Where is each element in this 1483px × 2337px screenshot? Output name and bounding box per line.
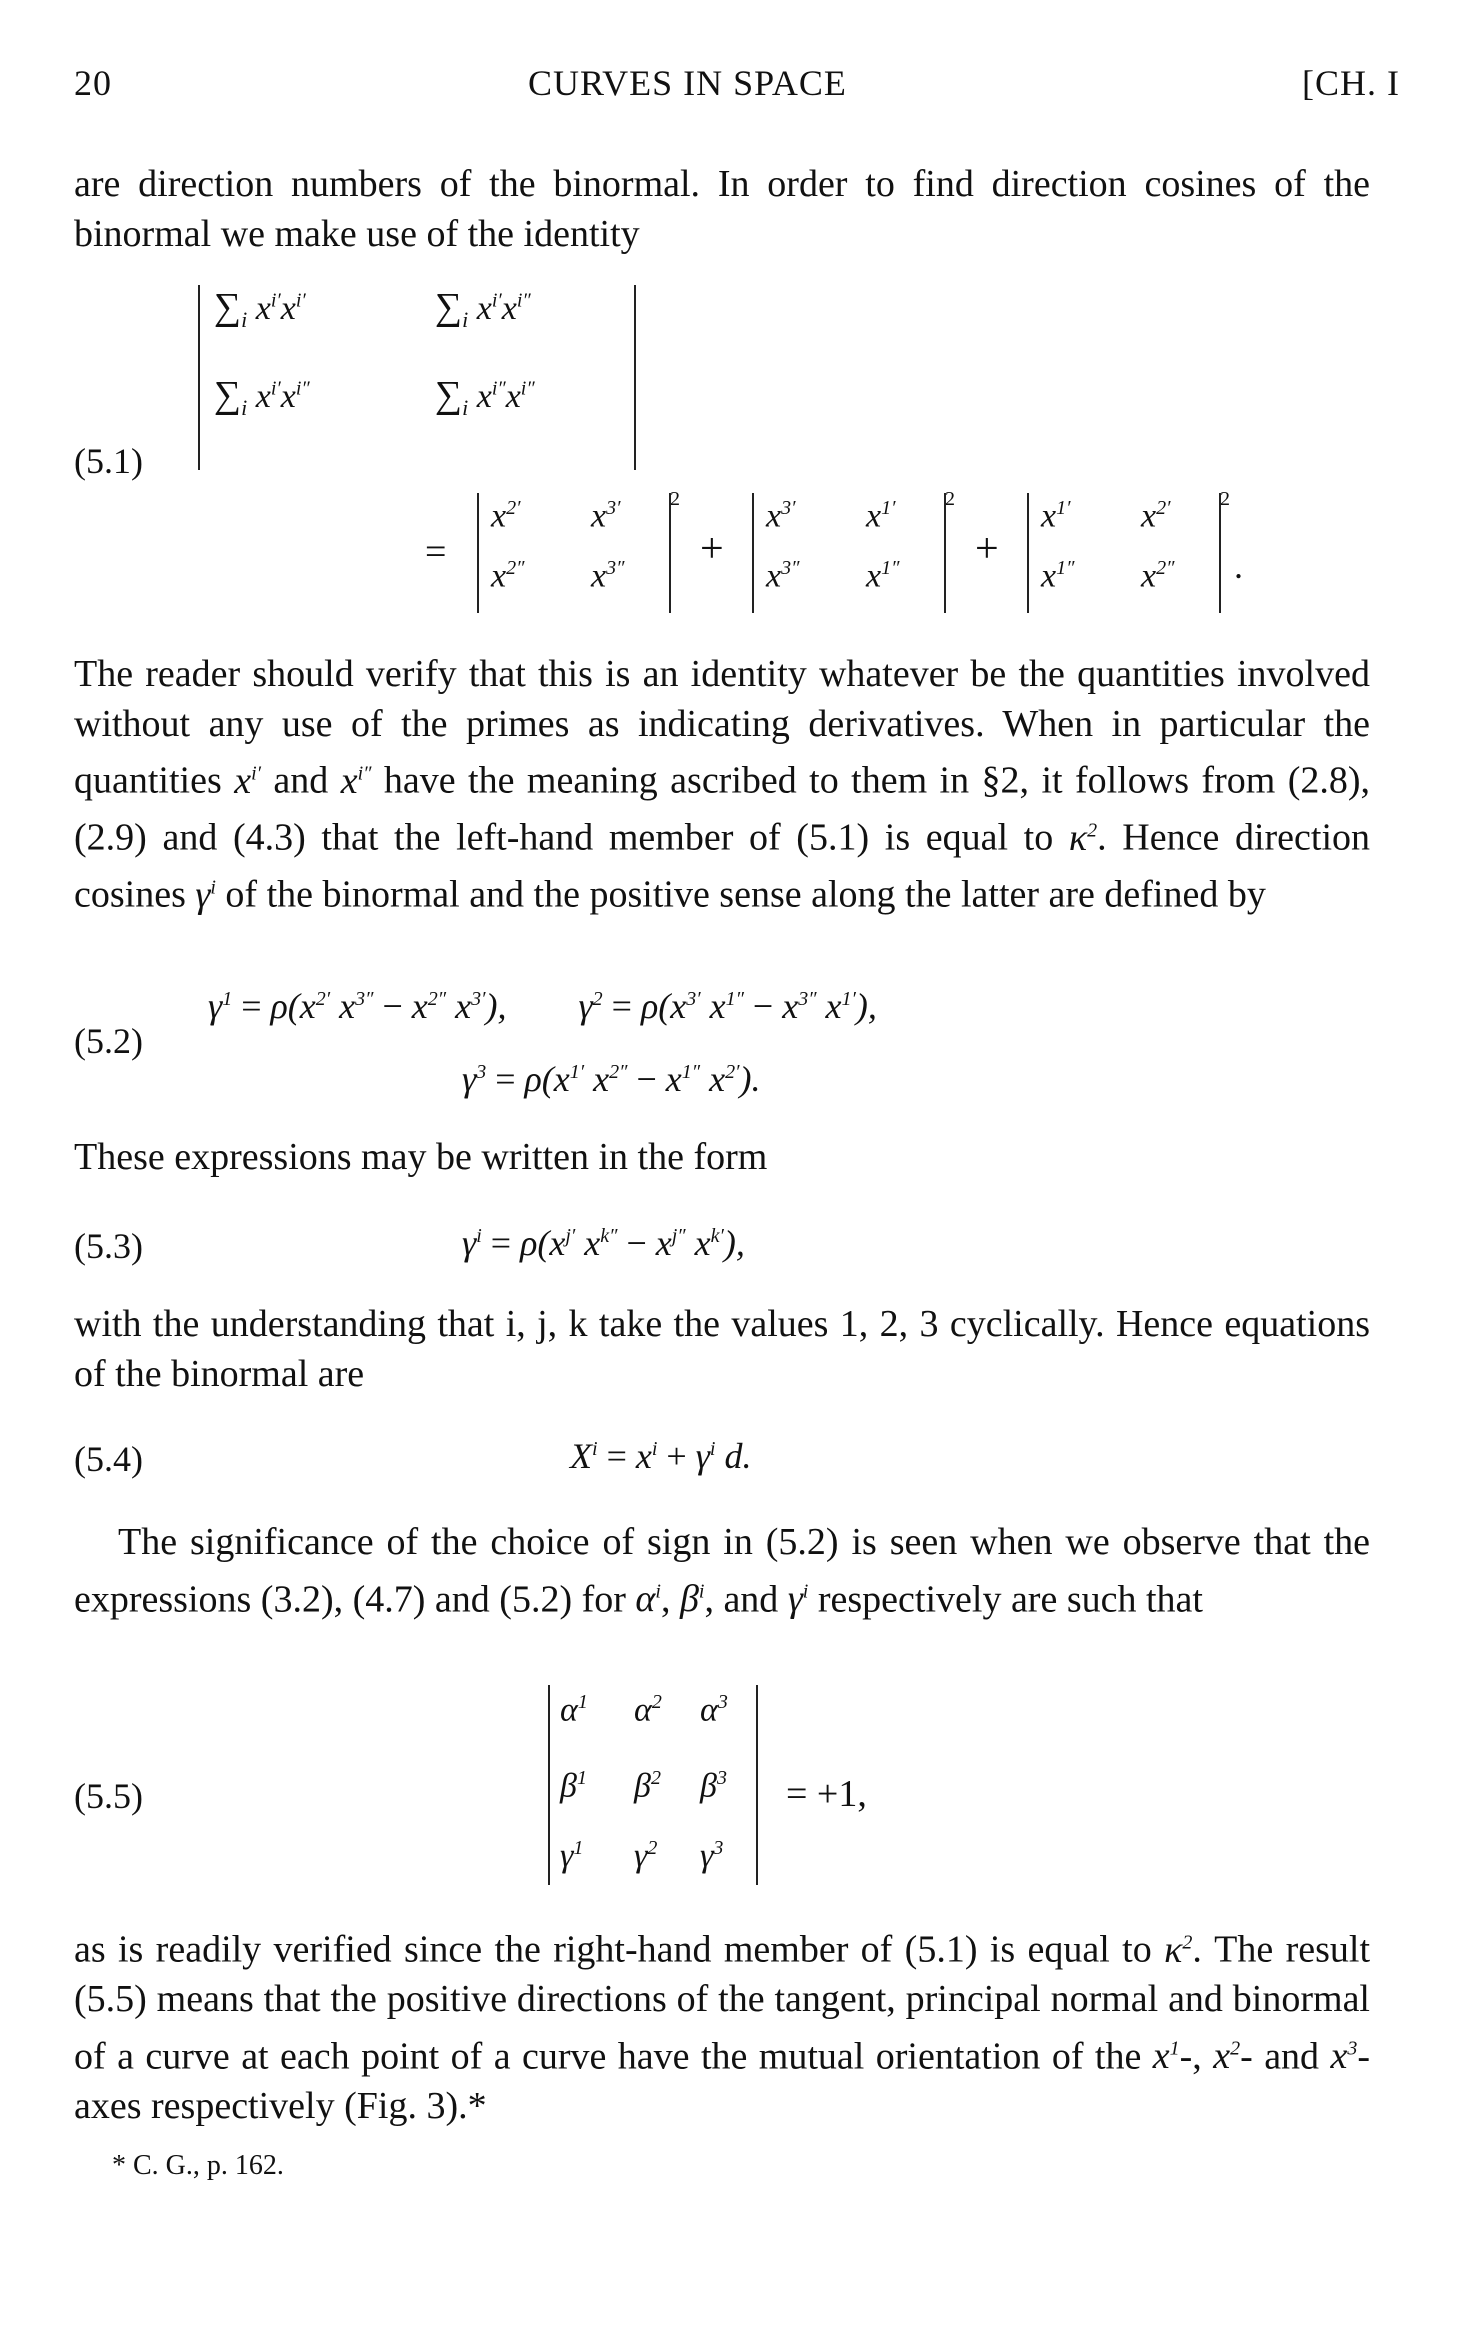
plus-sign-1: + — [700, 526, 724, 572]
eq-5-2-label: (5.2) — [74, 1021, 143, 1061]
paragraph-4 — [74, 1300, 1370, 1399]
plus-sign-2: + — [975, 526, 999, 572]
eq-5-5-label: (5.5) — [74, 1776, 143, 1816]
chapter-reference: [CH. I — [1302, 63, 1400, 103]
eq-5-1-equals: = — [425, 531, 447, 573]
eq-5-1-lhs-determinant — [198, 285, 636, 470]
eq-5-1-label: (5.1) — [74, 441, 143, 481]
page-number: 20 — [74, 63, 112, 103]
eq-5-2-line-1: $\gamma^1 = \rho(x^{2'}$ $x^{3''} - x^{2''}$ $x^{3'}$), $\gamma^2 = \rho(x^{3'}$ $x^{1''} - x^{3''}$ $x^{1'}$), — [208, 986, 877, 1026]
lhs-cell-21: $\sum_i$ $x^{i'}x^{i''}$ — [214, 374, 310, 420]
footnote: * C. G., p. 162. — [112, 2150, 284, 2181]
paragraph-1 — [74, 160, 1370, 259]
eq-5-4: $X^i = x^i + \gamma^i$ d. — [570, 1436, 752, 1476]
paragraph-2-line-1: The reader should verify that this is an identity whatever be the quantities involved without any use of the primes as indicating derivatives. — [74, 653, 1370, 745]
paragraph-5: The significance of the choice of sign in (5.2) is seen when we observe that the expressions (3.2), (4.7) and (5.2) for $\alpha^i$, $\beta^i$, and $\gamma^i$ respectively are such that — [74, 1521, 1370, 1621]
eq-5-3-label: (5.3) — [74, 1226, 143, 1266]
running-title: CURVES IN SPACE — [528, 63, 847, 103]
eq-5-4-label: (5.4) — [74, 1439, 143, 1479]
paragraph-3 — [74, 1133, 1370, 1183]
eq-5-3: $\gamma^i = \rho(x^{j'}$ $x^{k''} - x^{j''}$ $x^{k'}$), — [462, 1223, 745, 1263]
eq-5-5-rhs: = +1, — [786, 1773, 867, 1815]
eq-5-2-line-2: $\gamma^3 = \rho(x^{1'}$ $x^{2''} - x^{1''}$ $x^{2'}$). — [462, 1059, 761, 1099]
det-1-exponent: 2 — [670, 488, 680, 510]
det-3-exponent: 2 — [1220, 488, 1230, 510]
paragraph-4-text: with the understanding that i, j, k take the values 1, 2, 3 cyclically. Hence equations of the binormal are — [74, 1303, 1370, 1395]
eq-5-1-det-3: $x^{1'}$ $x^{2'}$ $x^{1''}$ $x^{2''}$ — [1027, 493, 1221, 613]
lhs-cell-12: $\sum_i$ $x^{i'}x^{i''}$ — [435, 286, 531, 332]
eq-5-1-det-2: $x^{3'}$ $x^{1'}$ $x^{3''}$ $x^{1''}$ — [752, 493, 946, 613]
eq-5-5-determinant: $\alpha^1$ $\alpha^2$ $\alpha^3$ $\beta^1$ $\beta^2$ $\beta^3$ $\gamma^1$ $\gamma^2$ $\gamma^3$ — [548, 1685, 758, 1885]
paragraph-1-text: are direction numbers of the binormal. In order to find direction cosines of the binormal we make use of the identity — [74, 163, 1370, 255]
paragraph-6: as is readily verified since the right-hand member of (5.1) is equal to $\kappa^2$. The result (5.5) means that the positive directions of the tangent, principal normal and binormal of a curve at each point of a curve have the mutual orientation of the $x^1-$, $x^2-$ and $x^3$-axes respectively (Fig. 3).* — [74, 1928, 1371, 2127]
lhs-cell-22: $\sum_i$ $x^{i''}x^{i''}$ — [435, 374, 535, 420]
eq-5-1-period: . — [1234, 546, 1243, 586]
paragraph-3-text: These expressions may be written in the form — [74, 1136, 768, 1178]
det-2-exponent: 2 — [945, 488, 955, 510]
paragraph-2: The reader should verify that this is an identity whatever be the quantities involved without any use of the primes as indicating derivatives. When in particular the quantities $x^{i'}$ and $x^{i''}$ have the meaning ascribed to them in §2, it follows from (2.8), (2.9) and (4.3) that the left-hand member of (5.1) is equal to $\kappa^2$. Hence direction cosines $\gamma^i$ of the binormal and the positive sense along the latter are defined by — [74, 653, 1371, 916]
eq-5-1-det-1: $x^{2'}$ $x^{3'}$ $x^{2''}$ $x^{3''}$ — [477, 493, 671, 613]
lhs-cell-11: $\sum_i$ $x^{i'}x^{i'}$ — [214, 286, 306, 332]
